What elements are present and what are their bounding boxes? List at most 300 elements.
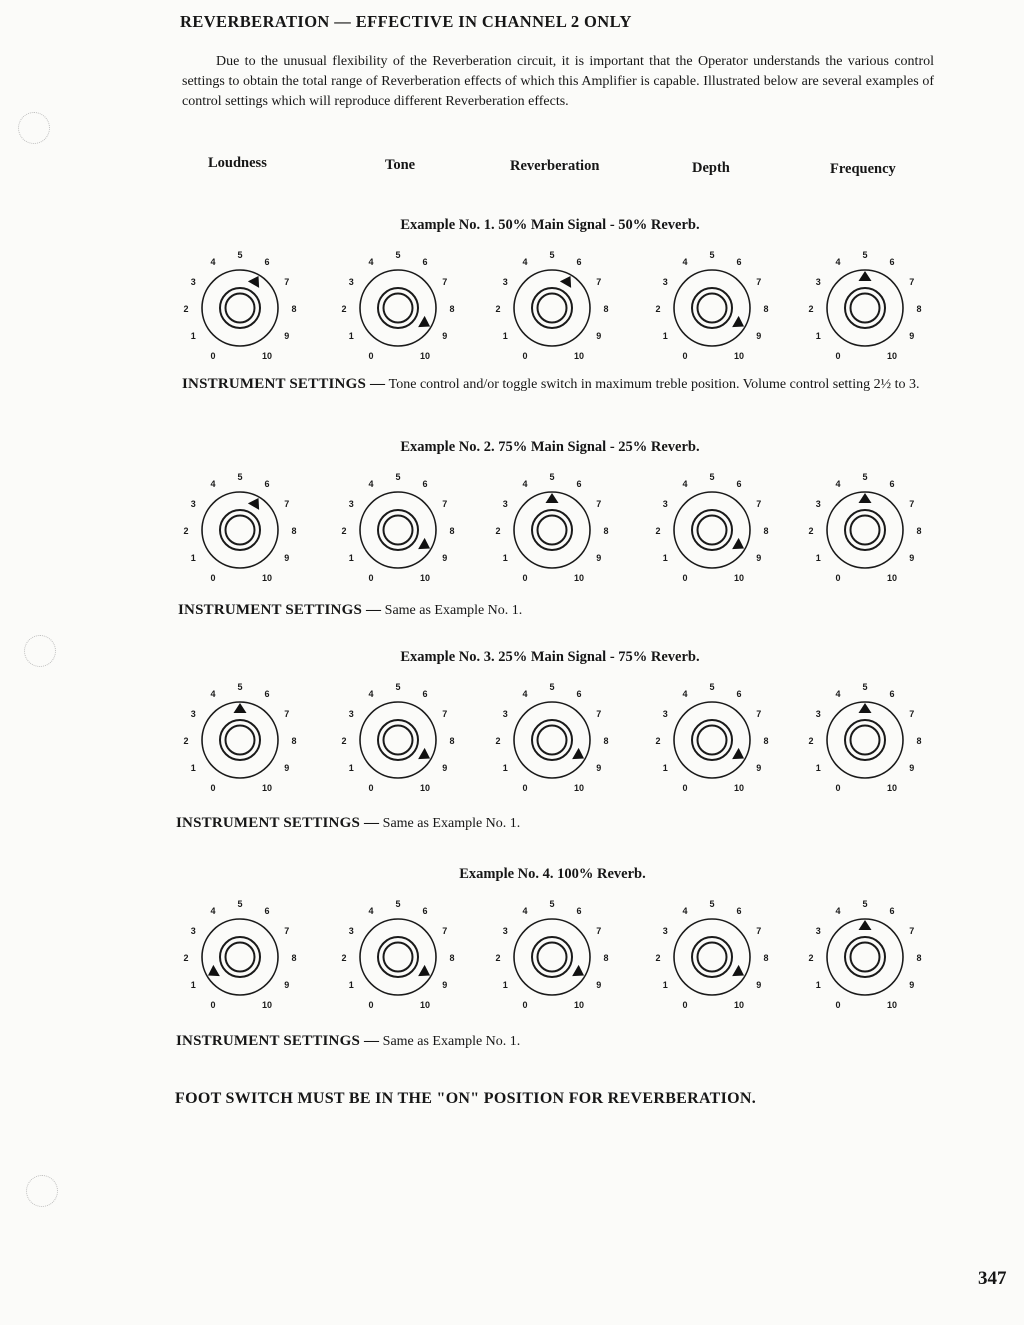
dial-number: 10: [733, 782, 745, 793]
dial-number: 5: [237, 472, 243, 482]
dial-number: 10: [419, 572, 431, 583]
dial-number: 5: [549, 682, 555, 692]
dial-number: 6: [736, 906, 742, 917]
knob-cap-inner: [698, 294, 727, 323]
dial-number: 7: [596, 499, 602, 509]
knob-outer-ring: [202, 492, 278, 568]
dial-number: 8: [916, 526, 922, 536]
dial-number: 7: [442, 926, 448, 936]
knob-depth: [655, 472, 768, 583]
dial-number: 2: [341, 736, 347, 746]
dial-number: 1: [662, 980, 668, 990]
dial-number: 10: [733, 999, 745, 1010]
dial-number: 10: [886, 999, 898, 1010]
dial-number: 3: [502, 709, 508, 719]
dial-number: 1: [815, 980, 821, 990]
binder-hole-mark: [26, 1175, 58, 1207]
dial-number: 9: [442, 980, 448, 990]
knob-outer-ring: [360, 919, 436, 995]
knob-outer-ring: [514, 270, 590, 346]
dial-number: 0: [682, 350, 688, 361]
knob-pointer: [859, 703, 872, 713]
knob-pointer: [248, 495, 264, 510]
dial-number: 10: [573, 782, 585, 793]
column-header-loudness: Loudness: [208, 155, 267, 171]
dial-number: 10: [261, 572, 273, 583]
dial-number: 2: [495, 953, 501, 963]
dial-number: 1: [815, 763, 821, 773]
dial-number: 7: [596, 709, 602, 719]
knob-loudness: [183, 682, 296, 793]
dial-number: 8: [763, 304, 769, 314]
dial-number: 4: [835, 479, 841, 490]
dial-number: 7: [442, 499, 448, 509]
knob-cap-inner: [698, 943, 727, 972]
dial-number: 0: [835, 782, 841, 793]
dial-number: 6: [576, 906, 582, 917]
dial-number: 3: [348, 926, 354, 936]
dial-number: 5: [862, 899, 868, 909]
dial-number: 9: [909, 331, 915, 341]
dial-number: 5: [549, 472, 555, 482]
dial-number: 5: [862, 682, 868, 692]
knob-outer-ring: [827, 492, 903, 568]
dial-number: 4: [210, 689, 216, 700]
knob-reverberation: [495, 472, 608, 583]
dial-number: 10: [419, 350, 431, 361]
dial-number: 0: [835, 350, 841, 361]
dial-number: 3: [662, 709, 668, 719]
knob-cap-inner: [851, 726, 880, 755]
knob-pointer: [248, 273, 264, 288]
dial-number: 7: [909, 709, 915, 719]
example-1-title: Example No. 1. 50% Main Signal - 50% Reverb.: [400, 217, 700, 233]
instrument-settings-label: INSTRUMENT SETTINGS —: [176, 1033, 380, 1049]
dial-number: 4: [368, 689, 374, 700]
dial-number: 10: [733, 572, 745, 583]
knob-outer-ring: [202, 919, 278, 995]
dial-number: 3: [662, 926, 668, 936]
dial-number: 3: [662, 277, 668, 287]
dial-number: 0: [368, 572, 374, 583]
dial-number: 5: [709, 250, 715, 260]
dial-number: 9: [909, 980, 915, 990]
dial-number: 10: [573, 572, 585, 583]
dial-number: 0: [210, 782, 216, 793]
binder-hole-mark: [24, 635, 56, 667]
dial-number: 2: [655, 304, 661, 314]
knob-outer-ring: [827, 270, 903, 346]
dial-number: 10: [733, 350, 745, 361]
instrument-settings-text: Same as Example No. 1.: [384, 603, 523, 618]
dial-number: 4: [368, 479, 374, 490]
dial-number: 6: [736, 257, 742, 268]
dial-number: 0: [522, 782, 528, 793]
dial-number: 2: [495, 526, 501, 536]
dial-number: 6: [736, 479, 742, 490]
dial-number: 7: [596, 926, 602, 936]
dial-number: 4: [210, 479, 216, 490]
dial-number: 6: [576, 257, 582, 268]
knob-cap-inner: [851, 294, 880, 323]
dial-number: 3: [190, 499, 196, 509]
knob-cap-inner: [226, 943, 255, 972]
knob-tone: [341, 472, 454, 583]
dial-number: 8: [449, 953, 455, 963]
dial-number: 4: [522, 257, 528, 268]
dial-number: 10: [419, 782, 431, 793]
dial-number: 6: [736, 689, 742, 700]
dial-number: 4: [682, 257, 688, 268]
dial-number: 7: [756, 709, 762, 719]
knob-pointer: [732, 538, 747, 554]
dial-number: 1: [662, 553, 668, 563]
knob-pointer: [418, 538, 433, 554]
dial-number: 5: [709, 682, 715, 692]
dial-number: 7: [756, 499, 762, 509]
knob-loudness: [183, 472, 296, 583]
dial-number: 1: [662, 331, 668, 341]
dial-number: 4: [682, 689, 688, 700]
dial-number: 8: [291, 526, 297, 536]
knob-row-graphic: [0, 240, 1024, 365]
instrument-settings-label: INSTRUMENT SETTINGS —: [182, 376, 386, 392]
foot-switch-note: FOOT SWITCH MUST BE IN THE "ON" POSITION FOR REVERBERATION.: [175, 1090, 757, 1107]
dial-number: 6: [576, 689, 582, 700]
dial-number: 7: [284, 499, 290, 509]
knob-cap-inner: [226, 516, 255, 545]
dial-number: 8: [291, 304, 297, 314]
knob-cap-inner: [698, 726, 727, 755]
dial-number: 4: [835, 906, 841, 917]
knob-outer-ring: [360, 492, 436, 568]
dial-number: 2: [655, 736, 661, 746]
knob-frequency: [808, 682, 921, 793]
page-number: 347: [978, 1268, 1007, 1289]
dial-number: 2: [341, 526, 347, 536]
dial-number: 3: [502, 926, 508, 936]
dial-number: 2: [183, 736, 189, 746]
dial-number: 1: [502, 331, 508, 341]
dial-number: 8: [916, 736, 922, 746]
dial-number: 2: [655, 953, 661, 963]
knob-outer-ring: [360, 702, 436, 778]
knob-cap-inner: [226, 294, 255, 323]
knob-cap-inner: [538, 516, 567, 545]
dial-number: 0: [368, 782, 374, 793]
dial-number: 2: [808, 304, 814, 314]
knob-cap-inner: [384, 943, 413, 972]
dial-number: 8: [449, 304, 455, 314]
dial-number: 1: [815, 553, 821, 563]
example-1-instrument-settings: [182, 374, 934, 395]
knob-pointer: [732, 316, 747, 332]
dial-number: 1: [348, 980, 354, 990]
dial-number: 0: [210, 572, 216, 583]
dial-number: 7: [284, 926, 290, 936]
dial-number: 4: [210, 257, 216, 268]
knob-frequency: [808, 899, 921, 1010]
dial-number: 6: [422, 906, 428, 917]
dial-number: 7: [909, 277, 915, 287]
knob-outer-ring: [827, 702, 903, 778]
example-4-instrument-settings: [176, 1031, 520, 1052]
dial-number: 8: [763, 953, 769, 963]
example-4-knob-row: [0, 889, 1024, 1014]
dial-number: 5: [549, 899, 555, 909]
dial-number: 0: [368, 999, 374, 1010]
dial-number: 1: [502, 763, 508, 773]
dial-number: 10: [886, 572, 898, 583]
knob-outer-ring: [674, 270, 750, 346]
dial-number: 6: [889, 689, 895, 700]
dial-number: 9: [756, 980, 762, 990]
dial-number: 0: [835, 999, 841, 1010]
knob-pointer: [560, 273, 576, 288]
knob-pointer: [732, 748, 747, 764]
dial-number: 5: [862, 250, 868, 260]
instrument-settings-text: Same as Example No. 1.: [382, 816, 521, 831]
dial-number: 8: [763, 736, 769, 746]
column-header-tone: Tone: [385, 157, 416, 173]
dial-number: 2: [655, 526, 661, 536]
example-3-instrument-settings: [176, 813, 520, 834]
dial-number: 3: [815, 499, 821, 509]
dial-number: 7: [284, 709, 290, 719]
dial-number: 6: [422, 479, 428, 490]
dial-number: 3: [662, 499, 668, 509]
dial-number: 7: [442, 277, 448, 287]
knob-tone: [341, 899, 454, 1010]
dial-number: 4: [368, 906, 374, 917]
dial-number: 8: [603, 304, 609, 314]
dial-number: 4: [835, 257, 841, 268]
knob-cap-inner: [851, 943, 880, 972]
knob-cap-inner: [698, 516, 727, 545]
dial-number: 2: [808, 953, 814, 963]
dial-number: 9: [284, 980, 290, 990]
knob-depth: [655, 682, 768, 793]
dial-number: 8: [916, 304, 922, 314]
dial-number: 2: [341, 304, 347, 314]
knob-reverberation: [495, 899, 608, 1010]
knob-cap-inner: [384, 726, 413, 755]
dial-number: 5: [237, 250, 243, 260]
knob-pointer: [418, 316, 433, 332]
dial-number: 3: [502, 499, 508, 509]
dial-number: 9: [442, 763, 448, 773]
dial-number: 7: [909, 499, 915, 509]
dial-number: 0: [522, 999, 528, 1010]
dial-number: 2: [495, 736, 501, 746]
dial-number: 3: [815, 277, 821, 287]
dial-number: 1: [348, 763, 354, 773]
dial-number: 1: [815, 331, 821, 341]
dial-number: 3: [815, 709, 821, 719]
dial-number: 0: [682, 999, 688, 1010]
dial-number: 8: [916, 953, 922, 963]
knob-outer-ring: [674, 702, 750, 778]
instrument-settings-label: INSTRUMENT SETTINGS —: [178, 602, 382, 618]
example-2-knob-row: [0, 462, 1024, 587]
dial-number: 3: [348, 709, 354, 719]
column-header-frequency: Frequency: [830, 161, 896, 177]
knob-reverberation: [495, 682, 608, 793]
dial-number: 9: [596, 980, 602, 990]
knob-pointer: [418, 748, 433, 764]
dial-number: 5: [709, 899, 715, 909]
example-2-instrument-settings: [178, 600, 522, 621]
dial-number: 2: [183, 953, 189, 963]
knob-outer-ring: [514, 702, 590, 778]
dial-number: 7: [284, 277, 290, 287]
knob-cap-inner: [538, 943, 567, 972]
dial-number: 6: [264, 479, 270, 490]
instrument-settings-text: Same as Example No. 1.: [382, 1034, 521, 1049]
dial-number: 2: [341, 953, 347, 963]
knob-outer-ring: [202, 702, 278, 778]
dial-number: 7: [909, 926, 915, 936]
knob-pointer: [205, 965, 220, 981]
dial-number: 10: [886, 782, 898, 793]
knob-row-graphic: [0, 462, 1024, 587]
knob-row-graphic: [0, 672, 1024, 797]
dial-number: 10: [886, 350, 898, 361]
example-1-knob-row: [0, 240, 1024, 365]
dial-number: 0: [835, 572, 841, 583]
dial-number: 2: [808, 736, 814, 746]
dial-number: 3: [190, 277, 196, 287]
knob-cap-inner: [384, 516, 413, 545]
dial-number: 4: [210, 906, 216, 917]
dial-number: 1: [348, 553, 354, 563]
knob-outer-ring: [202, 270, 278, 346]
dial-number: 9: [596, 763, 602, 773]
dial-number: 3: [348, 277, 354, 287]
knob-cap-inner: [851, 516, 880, 545]
dial-number: 10: [261, 782, 273, 793]
dial-number: 9: [284, 763, 290, 773]
dial-number: 3: [348, 499, 354, 509]
dial-number: 2: [808, 526, 814, 536]
dial-number: 6: [422, 689, 428, 700]
knob-pointer: [572, 965, 587, 981]
dial-number: 5: [395, 250, 401, 260]
dial-number: 0: [522, 572, 528, 583]
dial-number: 8: [603, 953, 609, 963]
dial-number: 1: [502, 980, 508, 990]
knob-pointer: [572, 748, 587, 764]
dial-number: 8: [291, 736, 297, 746]
dial-number: 6: [889, 906, 895, 917]
dial-number: 2: [183, 304, 189, 314]
dial-number: 0: [682, 782, 688, 793]
dial-number: 9: [596, 331, 602, 341]
dial-number: 8: [449, 736, 455, 746]
dial-number: 2: [495, 304, 501, 314]
dial-number: 6: [889, 257, 895, 268]
dial-number: 10: [573, 350, 585, 361]
dial-number: 7: [442, 709, 448, 719]
dial-number: 2: [183, 526, 189, 536]
dial-number: 9: [284, 331, 290, 341]
knob-pointer: [859, 493, 872, 503]
knob-outer-ring: [514, 919, 590, 995]
example-2-title: Example No. 2. 75% Main Signal - 25% Reverb.: [400, 439, 700, 455]
knob-cap-inner: [384, 294, 413, 323]
dial-number: 8: [603, 736, 609, 746]
dial-number: 5: [709, 472, 715, 482]
knob-loudness: [183, 250, 296, 361]
knob-outer-ring: [360, 270, 436, 346]
dial-number: 0: [210, 350, 216, 361]
dial-number: 1: [190, 980, 196, 990]
dial-number: 3: [502, 277, 508, 287]
dial-number: 6: [264, 257, 270, 268]
dial-number: 10: [261, 350, 273, 361]
knob-tone: [341, 682, 454, 793]
knob-frequency: [808, 472, 921, 583]
binder-hole-mark: [18, 112, 50, 144]
knob-row-graphic: [0, 889, 1024, 1014]
dial-number: 1: [662, 763, 668, 773]
knob-outer-ring: [514, 492, 590, 568]
page-heading: REVERBERATION — EFFECTIVE IN CHANNEL 2 ONLY: [180, 12, 632, 31]
knob-outer-ring: [827, 919, 903, 995]
dial-number: 9: [596, 553, 602, 563]
dial-number: 5: [549, 250, 555, 260]
example-3-title: Example No. 3. 25% Main Signal - 75% Reverb.: [400, 649, 700, 665]
column-header-depth: Depth: [692, 160, 730, 176]
dial-number: 8: [763, 526, 769, 536]
dial-number: 9: [756, 763, 762, 773]
dial-number: 1: [190, 763, 196, 773]
knob-tone: [341, 250, 454, 361]
dial-number: 1: [190, 553, 196, 563]
knob-cap-inner: [538, 294, 567, 323]
dial-number: 1: [190, 331, 196, 341]
knob-cap-inner: [226, 726, 255, 755]
dial-number: 7: [596, 277, 602, 287]
knob-pointer: [234, 703, 247, 713]
dial-number: 8: [603, 526, 609, 536]
dial-number: 9: [909, 553, 915, 563]
knob-depth: [655, 250, 768, 361]
dial-number: 0: [368, 350, 374, 361]
dial-number: 9: [284, 553, 290, 563]
dial-number: 1: [348, 331, 354, 341]
dial-number: 9: [442, 553, 448, 563]
column-header-reverberation: Reverberation: [510, 158, 600, 174]
knob-pointer: [859, 271, 872, 281]
dial-number: 4: [682, 479, 688, 490]
dial-number: 0: [210, 999, 216, 1010]
dial-number: 4: [835, 689, 841, 700]
dial-number: 4: [522, 689, 528, 700]
dial-number: 5: [395, 899, 401, 909]
knob-reverberation: [495, 250, 608, 361]
dial-number: 1: [502, 553, 508, 563]
dial-number: 3: [190, 709, 196, 719]
example-4-title: Example No. 4. 100% Reverb.: [459, 866, 646, 882]
dial-number: 6: [264, 906, 270, 917]
dial-number: 4: [522, 906, 528, 917]
dial-number: 6: [422, 257, 428, 268]
knob-pointer: [859, 920, 872, 930]
dial-number: 10: [573, 999, 585, 1010]
dial-number: 3: [815, 926, 821, 936]
dial-number: 7: [756, 277, 762, 287]
